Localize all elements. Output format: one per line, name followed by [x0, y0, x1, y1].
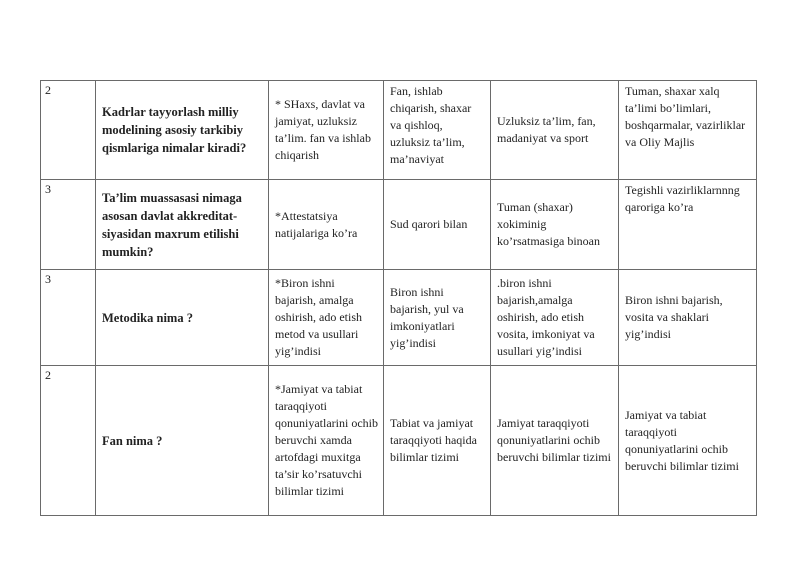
question-cell: Fan nima ?: [96, 366, 269, 516]
answer-cell-d: Jamiyat va tabiat taraqqiyoti qonuniyatlarini ochib beruvchi bilimlar tizimi: [619, 366, 757, 516]
table-row: [41, 366, 757, 516]
row-number: 2: [41, 81, 96, 180]
answer-cell-c: Jamiyat taraqqiyoti qonuniyatlarini ochib beruvchi bilimlar tizimi: [491, 366, 619, 516]
answer-cell-d: Biron ishni bajarish, vosita va shaklari yig’indisi: [619, 270, 757, 366]
row-number: 3: [41, 180, 96, 270]
answer-cell-b: Tabiat va jamiyat taraqqiyoti haqida bilimlar tizimi: [384, 366, 491, 516]
answer-cell-a: *Attestatsiya natijalariga ko’ra: [269, 180, 384, 270]
answer-cell-d: Tuman, shaxar xalq ta’limi bo’limlari, boshqarmalar, vazirliklar va Oliy Majlis: [619, 81, 757, 180]
question-cell: Kadrlar tayyorlash milliy modelining asosiy tarkibiy qismlariga nimalar kiradi?: [96, 81, 269, 180]
answer-cell-d: Tegishli vazirliklarnnng qaroriga ko’ra: [619, 180, 757, 270]
row-number: 3: [41, 270, 96, 366]
answer-cell-a: *Jamiyat va tabiat taraqqiyoti qonuniyatlarini ochib beruvchi xamda artofdagi muxitga ta’sir ko’rsatuvchi bilimlar tizimi: [269, 366, 384, 516]
answer-cell-c: Tuman (shaxar) xokiminig ko’rsatmasiga binoan: [491, 180, 619, 270]
questions-table: [40, 80, 757, 516]
answer-cell-b: Fan, ishlab chiqarish, shaxar va qishloq, uzluksiz ta’lim, ma’naviyat: [384, 81, 491, 180]
answer-cell-c: .biron ishni bajarish,amalga oshirish, ado etish vosita, imkoniyat va usullari yig’indisi: [491, 270, 619, 366]
question-cell: Ta’lim muassasasi nimaga asosan davlat akkreditat-siyasidan maxrum etilishi mumkin?: [96, 180, 269, 270]
answer-cell-b: Sud qarori bilan: [384, 180, 491, 270]
answer-cell-a: * SHaxs, davlat va jamiyat, uzluksiz ta’lim. fan va ishlab chiqarish: [269, 81, 384, 180]
answer-cell-b: Biron ishni bajarish, yul va imkoniyatlari yig’indisi: [384, 270, 491, 366]
row-number: 2: [41, 366, 96, 516]
answer-cell-a: *Biron ishni bajarish, amalga oshirish, ado etish metod va usullari yig’indisi: [269, 270, 384, 366]
table-row: [41, 81, 757, 180]
table-row: [41, 270, 757, 366]
question-cell: Metodika nima ?: [96, 270, 269, 366]
table-row: [41, 180, 757, 270]
answer-cell-c: Uzluksiz ta’lim, fan, madaniyat va sport: [491, 81, 619, 180]
